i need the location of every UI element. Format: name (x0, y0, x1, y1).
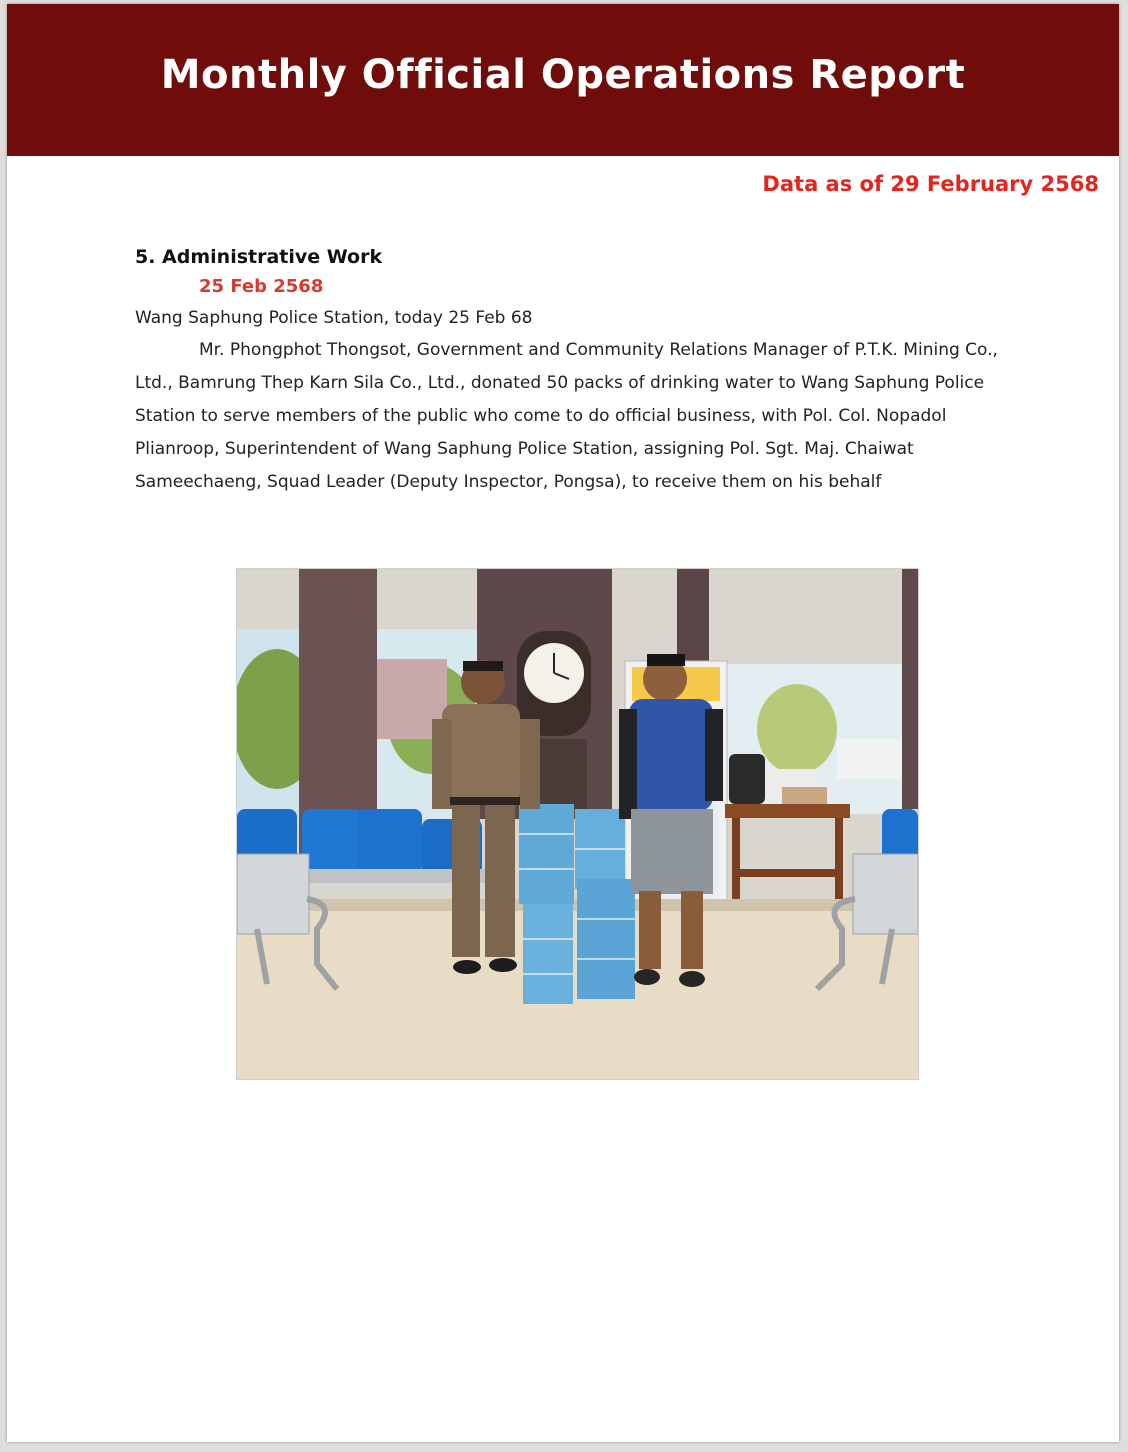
header-banner (7, 4, 1119, 156)
donation-photo-illustration (237, 569, 918, 1079)
section-intro: Wang Saphung Police Station, today 25 Feb 68 (135, 308, 533, 328)
section-heading: 5. Administrative Work (135, 246, 383, 268)
section-paragraph: Mr. Phongphot Thongsot, Government and Community Relations Manager of P.T.K. Mining Co., Ltd., Bamrung Thep Karn Sila Co., Ltd., donated 50 packs of drinking water to Wang Saphung Police Station to serve members of the public who come to do official business, with Pol. Col. Nopadol Plianroop, Superintendent of Wang Saphung Police Station, assigning Pol. Sgt. Maj. Chaiwat Sameechaeng, Squad Leader (Deputy Inspector, Pongsa), to receive them on his behalf (135, 340, 998, 492)
section-date: 25 Feb 2568 (199, 276, 324, 297)
data-as-of-date: Data as of 29 February 2568 (762, 172, 1099, 196)
donation-photo (236, 568, 919, 1080)
section-administration (135, 242, 1035, 499)
report-title: Monthly Official Operations Report (160, 52, 966, 98)
report-page (7, 4, 1119, 1442)
